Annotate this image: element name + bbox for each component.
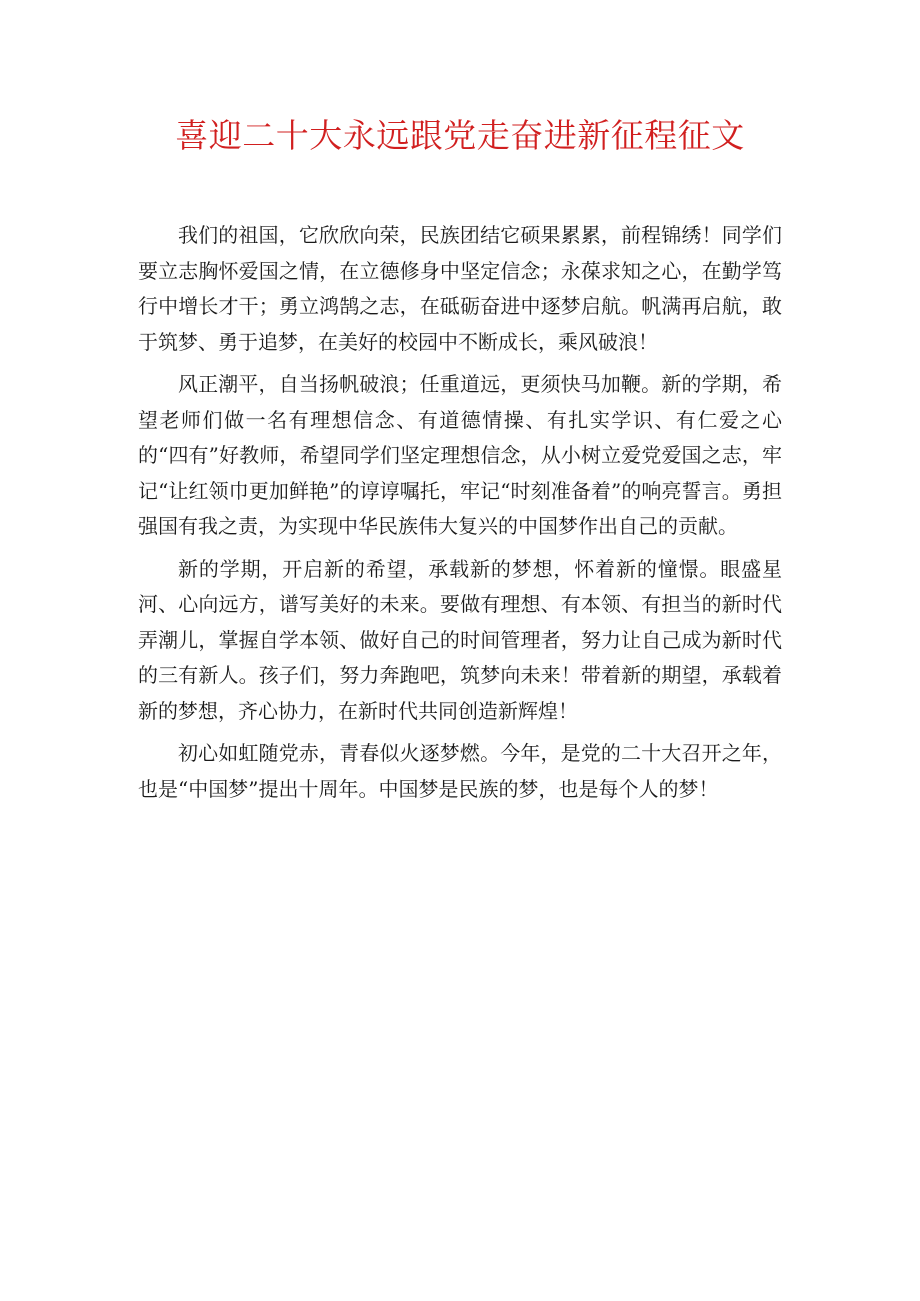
- paragraph-4: 初心如虹随党赤，青春似火逐梦燃。今年，是党的二十大召开之年，也是“中国梦”提出十周年。中国梦是民族的梦，也是每个人的梦！: [138, 741, 782, 801]
- paragraph-3: 新的学期，开启新的希望，承载新的梦想，怀着新的憧憬。眼盛星河、心向远方，谱写美好的未来。要做有理想、有本领、有担当的新时代弄潮儿，掌握自学本领、做好自己的时间管理者，努力让自己成为新时代的三有新人。孩子们，努力奔跑吧，筑梦向未来！带着新的期望，承载着新的梦想，齐心协力，在新时代共同创造新辉煌！: [138, 556, 782, 723]
- document-body: [138, 218, 782, 807]
- document-title: 喜迎二十大永远跟党走奋进新征程征文: [175, 116, 745, 155]
- paragraph-1: 我们的祖国，它欣欣向荣，民族团结它硕果累累，前程锦绣！同学们要立志胸怀爱国之情，在立德修身中坚定信念；永葆求知之心，在勤学笃行中增长才干；勇立鸿鹄之志，在砥砺奋进中逐梦启航。帆满再启航，敢于筑梦、勇于追梦，在美好的校园中不断成长，乘风破浪！: [138, 223, 782, 354]
- paragraph-2: 风正潮平，自当扬帆破浪；任重道远，更须快马加鞭。新的学期，希望老师们做一名有理想信念、有道德情操、有扎实学识、有仁爱之心的“四有”好教师，希望同学们坚定理想信念，从小树立爱党爱国之志，牢记“让红领巾更加鲜艳”的谆谆嘱托，牢记“时刻准备着”的响亮誓言。勇担强国有我之责，为实现中华民族伟大复兴的中国梦作出自己的贡献。: [138, 372, 782, 538]
